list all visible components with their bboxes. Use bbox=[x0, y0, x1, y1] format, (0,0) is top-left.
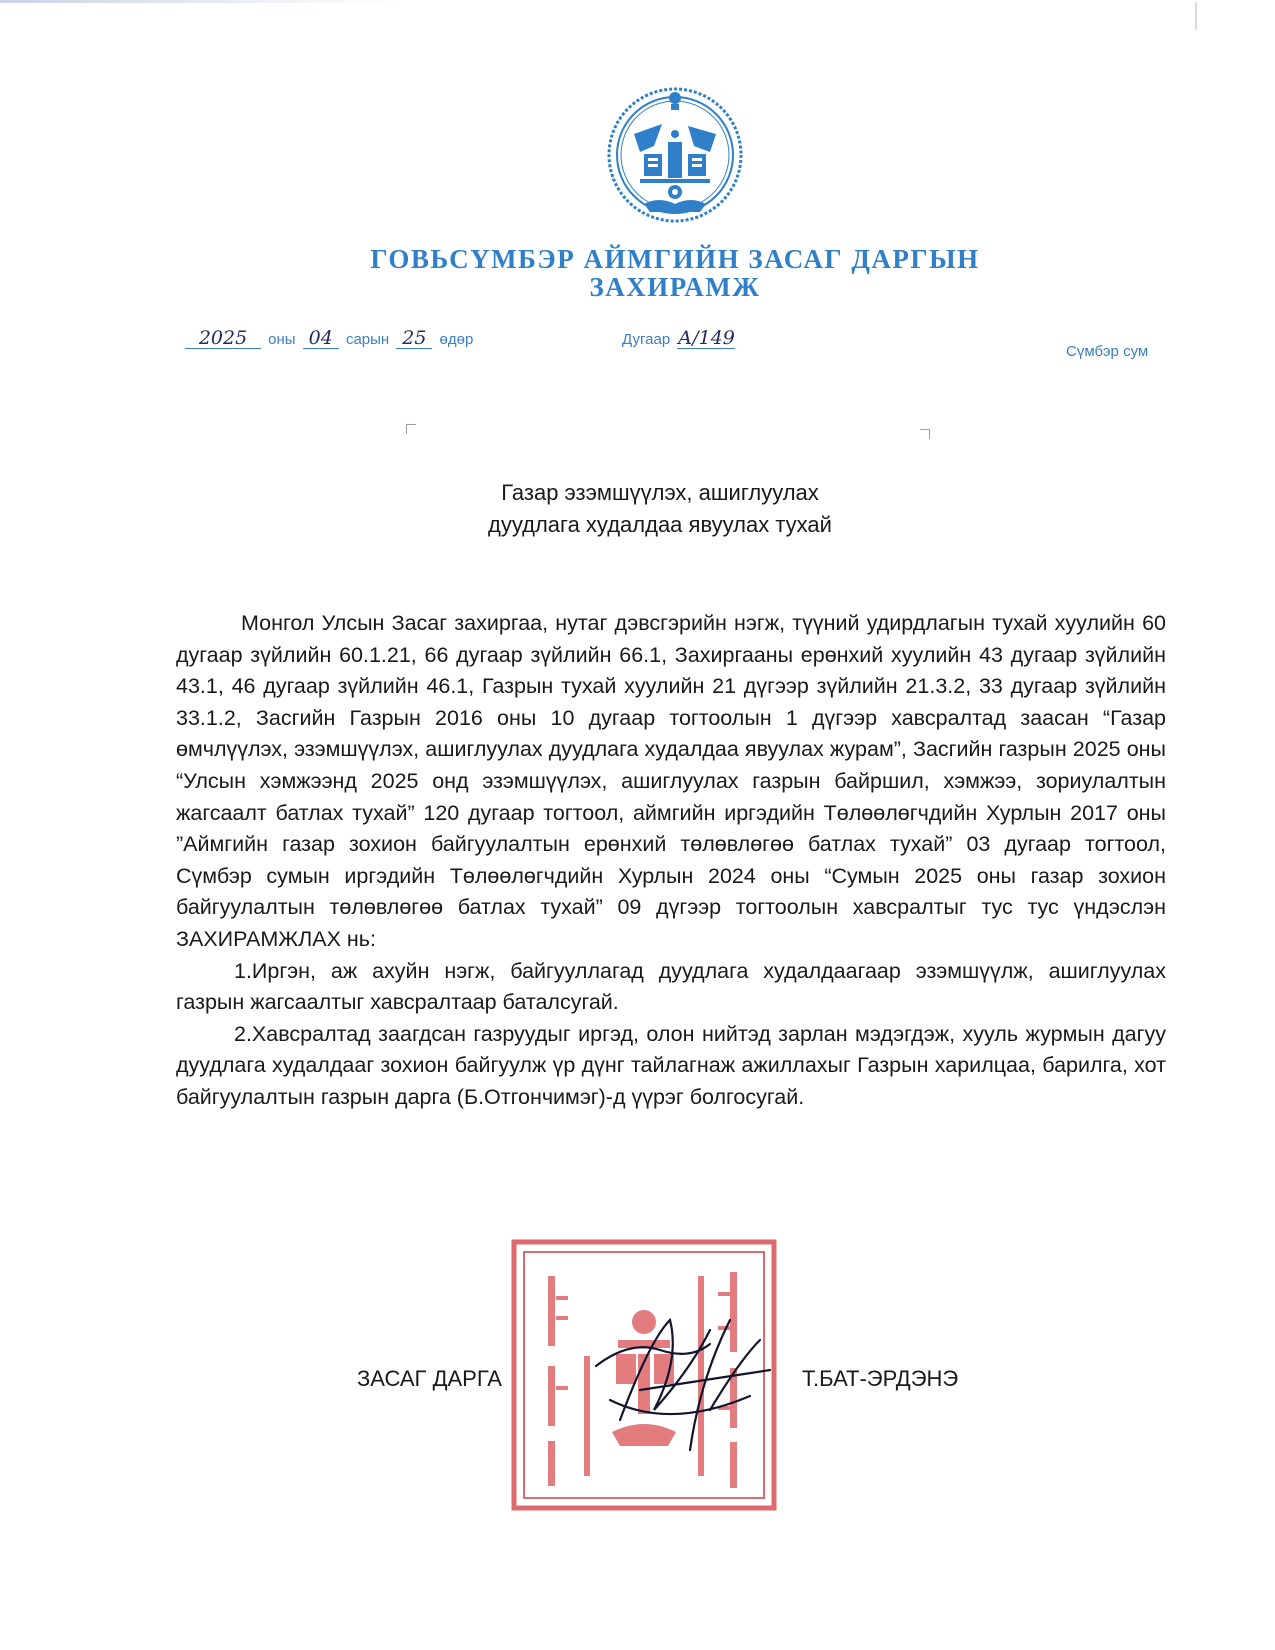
subject-bracket-right bbox=[920, 429, 930, 439]
date-year: 2025 bbox=[185, 328, 261, 349]
day-label: өдөр bbox=[439, 331, 474, 348]
document-number: А/149 bbox=[677, 327, 735, 349]
order-item-2: 2.Хавсралтад заагдсан газруудыг иргэд, олон нийтэд зарлан мэдэгдэж, хууль журмын дагуу дуудлага худалдааг зохион байгуулж үр дүнг тайлагнаж ажиллахыг Газрын харилцаа, барилга, хот байгуулалтын газрын дарга (Б.Отгончимэг)-д үүрэг болгосугай. bbox=[176, 1021, 1166, 1109]
document-type: ЗАХИРАМЖ bbox=[589, 272, 761, 302]
preamble-paragraph: Монгол Улсын Засаг захиргаа, нутаг дэвсгэрийн нэгж, түүний удирдлагын тухай хуулийн 60 дугаар зүйлийн 60.1.21, 66 дугаар зүйлийн 66.1, Захиргааны ерөнхий хуулийн 43 дугаар зүйлийн 43.1, 46 дугаар зүйлийн 46.1, Газрын тухай хуулийн 21 дүгээр зүйлийн 21.3.2, 33 дугаар зүйлийн 33.1.2, Засгийн Газрын 2016 оны 10 дугаар тогтоолын 1 дүгээр хавсралтад заасан “Газар өмчлүүлэх, эзэмшүүлэх, ашиглуулах дуудлага худалдаа явуулах журам”, Засгийн газрын 2025 оны “Улсын хэмжээнд 2025 онд эзэмшүүлэх, ашиглуулах газрын байршил, хэмжээ, зориулалтын жагсаалт батлах тухай” 120 дугаар тогтоол, аймгийн иргэдийн Төлөөлөгчдийн Хурлын 2017 оны ”Аймгийн газар зохион байгуулалтын ерөнхий төлөвлөгөө батлах тухай” 03 дугаар тогтоол, Сүмбэр сумын иргэдийн Төлөөлөгчдийн Хурлын 2024 оны “Сумын 2025 оны газар зохион байгуулалтын төлөвлөгөө батлах тухай” 09 дүгээр тогтоолын хавсралтыг тус тус үндэслэн ЗАХИРАМЖЛАХ нь: bbox=[176, 611, 1166, 951]
date-line bbox=[185, 328, 476, 349]
scan-corner-mark bbox=[1195, 2, 1197, 30]
signatory-title: ЗАСАГ ДАРГА bbox=[357, 1366, 502, 1391]
date-month: 04 bbox=[303, 328, 339, 349]
subject-line-1: Газар эзэмшүүлэх, ашиглуулах bbox=[501, 480, 819, 505]
document-body bbox=[176, 608, 1166, 1114]
subject-line-2: дуудлага худалдаа явуулах тухай bbox=[488, 512, 832, 537]
date-day: 25 bbox=[396, 328, 432, 349]
handwritten-signature bbox=[590, 1300, 780, 1460]
order-item-1: 1.Иргэн, аж ахуйн нэгж, байгууллагад дуудлага худалдаагаар эзэмшүүлж, ашиглуулах газрын жагсаалтыг хавсралтаар баталсугай. bbox=[176, 958, 1166, 1015]
document-subject bbox=[400, 477, 920, 541]
number-line bbox=[619, 328, 735, 349]
number-label: Дугаар bbox=[622, 331, 671, 348]
place-name: Сүмбэр сум bbox=[1066, 343, 1149, 360]
year-label: оны bbox=[268, 331, 296, 348]
subject-bracket-left bbox=[406, 424, 416, 434]
scan-edge bbox=[0, 0, 400, 3]
signatory-name: Т.БАТ-ЭРДЭНЭ bbox=[802, 1366, 959, 1391]
org-title: ГОВЬСҮМБЭР АЙМГИЙН ЗАСАГ ДАРГЫН bbox=[370, 244, 980, 274]
month-label: сарын bbox=[345, 331, 390, 348]
state-emblem-icon bbox=[604, 84, 746, 226]
